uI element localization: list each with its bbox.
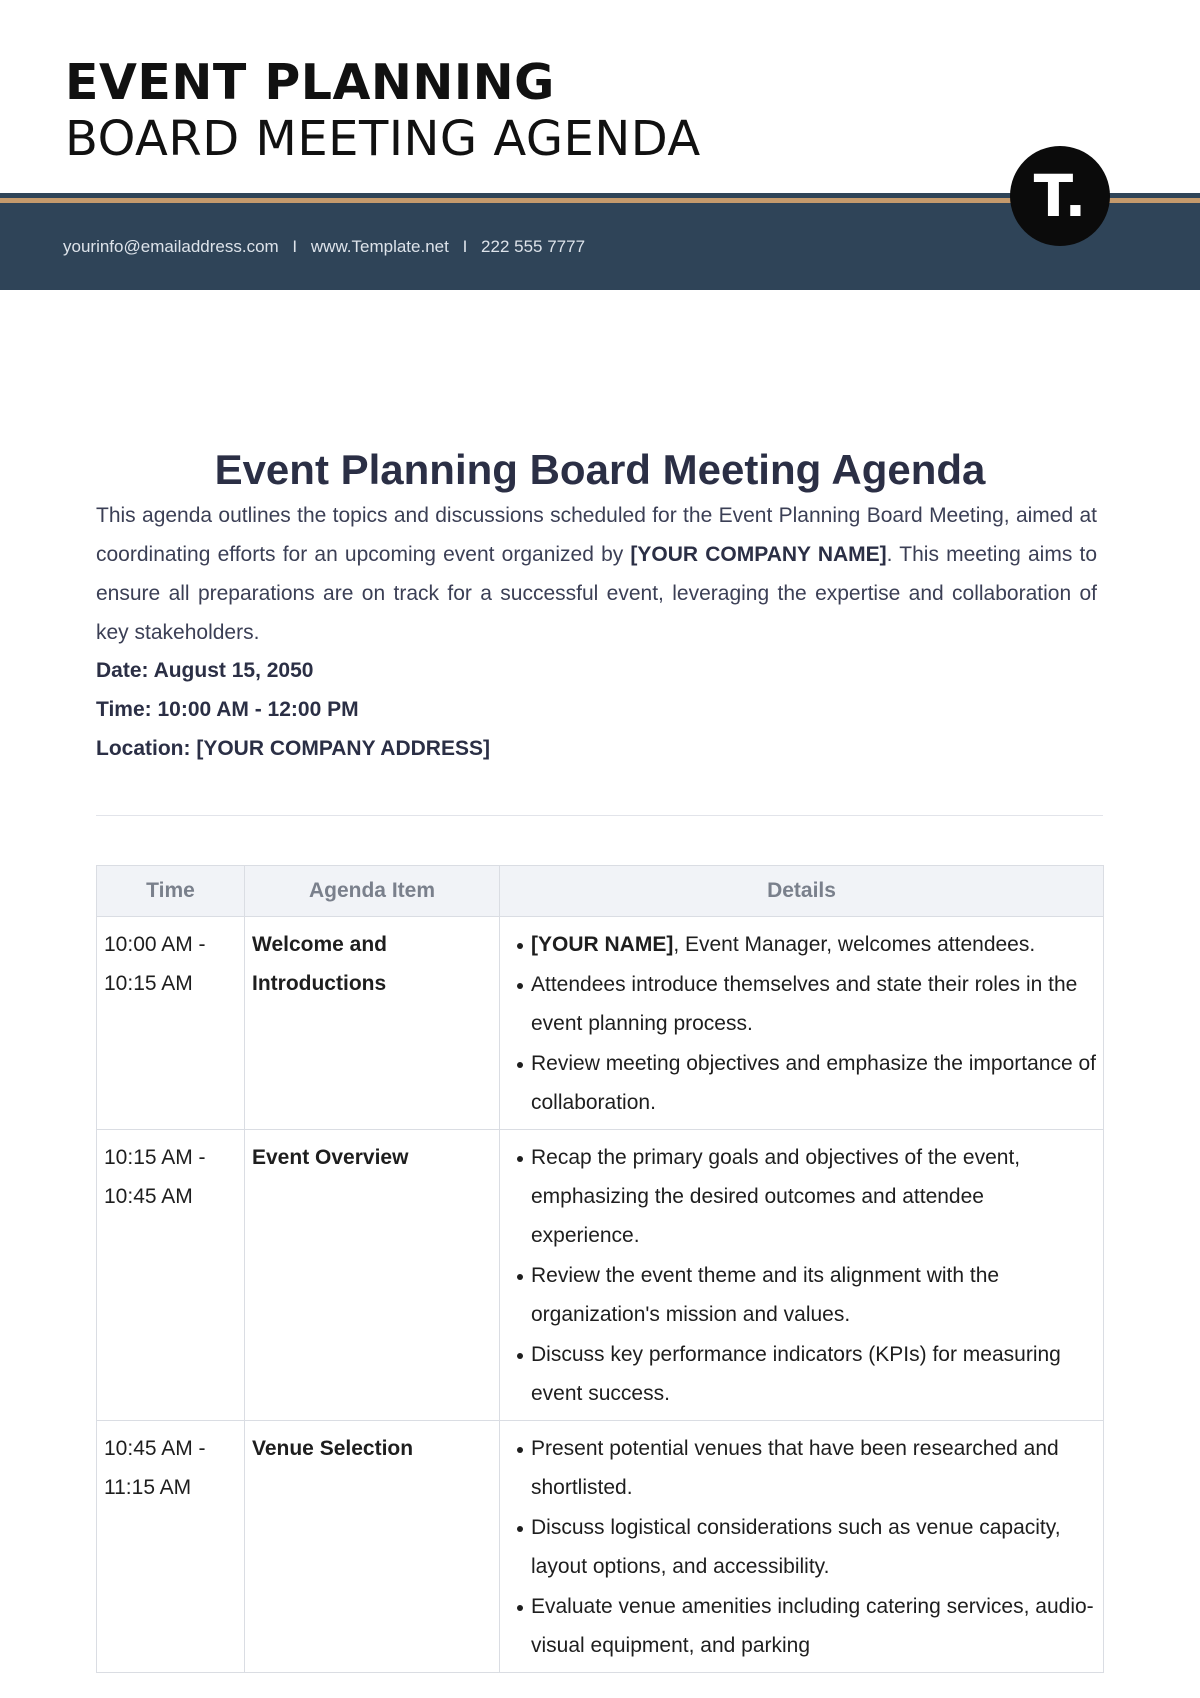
- agenda-item: Venue Selection: [245, 1421, 500, 1673]
- detail-bullet: [515, 1587, 1096, 1665]
- intro-company-name: [YOUR COMPANY NAME]: [630, 543, 887, 566]
- agenda-table: [96, 865, 1104, 1673]
- detail-bullet: [515, 1429, 1096, 1507]
- agenda-row: [97, 1421, 1104, 1673]
- meeting-location: Location: [YOUR COMPANY ADDRESS]: [96, 737, 490, 760]
- agenda-row: [97, 1130, 1104, 1421]
- contact-phone: 222 555 7777: [481, 237, 586, 256]
- detail-bullet: [515, 1138, 1096, 1255]
- intro-paragraph: [96, 496, 1097, 652]
- template-logo: T.: [1010, 146, 1110, 246]
- agenda-details: [500, 917, 1104, 1130]
- detail-bullet: [515, 1256, 1096, 1334]
- contact-email: yourinfo@emailaddress.com: [63, 237, 279, 256]
- detail-bold-text: [YOUR NAME]: [531, 933, 674, 956]
- detail-text: Recap the primary goals and objectives of the event, emphasizing the desired outcomes and attendee experience.: [531, 1146, 1021, 1247]
- column-header-time: Time: [97, 866, 245, 917]
- meeting-date: Date: August 15, 2050: [96, 659, 314, 682]
- contact-separator: I: [292, 237, 298, 256]
- contact-separator: I: [462, 237, 468, 256]
- header-title: [65, 55, 701, 167]
- column-header-details: Details: [500, 866, 1104, 917]
- detail-text: Present potential venues that have been researched and shortlisted.: [531, 1437, 1059, 1499]
- header-title-line2: BOARD MEETING AGENDA: [65, 111, 701, 167]
- agenda-details: [500, 1130, 1104, 1421]
- agenda-item: Event Overview: [245, 1130, 500, 1421]
- agenda-time: 10:15 AM - 10:45 AM: [97, 1130, 245, 1421]
- header-title-line1: EVENT PLANNING: [65, 54, 555, 111]
- detail-text: Discuss key performance indicators (KPIs) for measuring event success.: [531, 1343, 1061, 1405]
- document-title: Event Planning Board Meeting Agenda: [214, 446, 986, 493]
- detail-text: Discuss logistical considerations such as venue capacity, layout options, and accessibility.: [531, 1516, 1061, 1578]
- agenda-item: Welcome and Introductions: [245, 917, 500, 1130]
- detail-bullet: [515, 1044, 1096, 1122]
- detail-bullet: [515, 1335, 1096, 1413]
- detail-text: , Event Manager, welcomes attendees.: [673, 933, 1036, 956]
- meeting-time: Time: 10:00 AM - 12:00 PM: [96, 698, 359, 721]
- detail-bullet: [515, 965, 1096, 1043]
- column-header-agenda-item: Agenda Item: [245, 866, 500, 917]
- detail-bullet: [515, 1508, 1096, 1586]
- detail-text: Review the event theme and its alignment with the organization's mission and values.: [531, 1264, 1000, 1326]
- intro-text: . This meeting aims to ensure all preparations are on track for a successful event, leveraging the expertise and collaboration of key stakeholders.: [96, 543, 1098, 644]
- detail-text: Attendees introduce themselves and state their roles in the event planning process.: [531, 973, 1078, 1035]
- contact-bar: [63, 237, 585, 257]
- contact-website: www.Template.net: [310, 237, 449, 256]
- agenda-time: 10:45 AM - 11:15 AM: [97, 1421, 245, 1673]
- intro-text: This agenda outlines the topics and discussions scheduled for the Event Planning Board Meeting, aimed at coordinating efforts for an upcoming event organized by: [96, 504, 1097, 566]
- agenda-time: 10:00 AM - 10:15 AM: [97, 917, 245, 1130]
- detail-text: Review meeting objectives and emphasize the importance of collaboration.: [531, 1052, 1096, 1114]
- agenda-details: [500, 1421, 1104, 1673]
- detail-bullet: [515, 925, 1096, 964]
- detail-text: Evaluate venue amenities including catering services, audio-visual equipment, and parking: [531, 1595, 1094, 1657]
- agenda-header-row: [97, 866, 1104, 917]
- agenda-row: [97, 917, 1104, 1130]
- section-divider: [96, 815, 1103, 816]
